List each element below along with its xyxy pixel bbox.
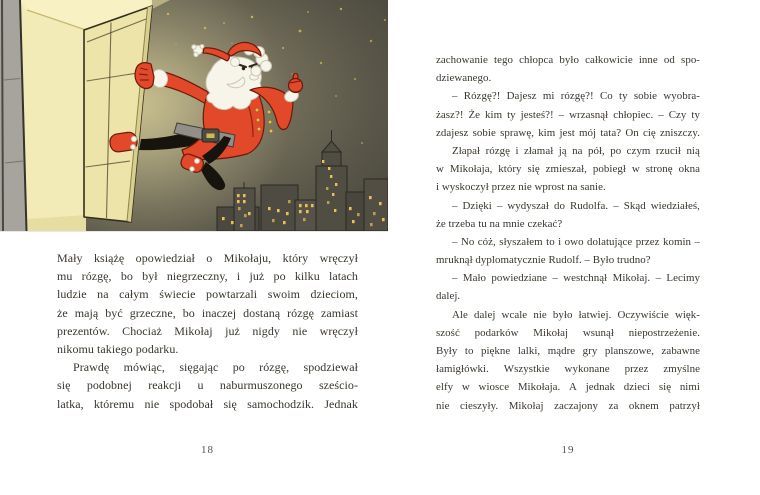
- text-line: dziewanego.: [436, 72, 492, 85]
- text-line: nikomu takiego podarku.: [57, 341, 179, 356]
- text-line: szość podarków Mikołaj wsunął niepostrzeżenie.: [436, 326, 700, 339]
- text-line: – Dzięki – wydyszał do Rudolfa. – Skąd wiedziałeś,: [452, 199, 700, 212]
- text-line: dalej.: [436, 290, 461, 303]
- text-line: mu rózgę, bo był niegrzeczny, i już po kilku latach: [57, 269, 358, 284]
- text-line: i wyskoczył przez nie wprost na sanie.: [436, 181, 606, 194]
- text-line: nie cieszyły. Mikołaj zaczajony za oknem patrzył: [436, 399, 700, 412]
- text-line: Złapał rózgę i złamał ją na pół, po czym rzucił nią: [452, 144, 700, 157]
- text-line: w Mikołaja, który się zmieszał, pobiegł w stronę okna: [436, 163, 700, 176]
- text-line: prezentów. Chociaż Mikołaj już nigdy nie wręczył: [57, 323, 358, 338]
- text-line: – Mało powiedziane – westchnął Mikołaj. – Lecimy: [452, 272, 700, 285]
- santa-glove-on-door: [135, 63, 154, 89]
- text-line: – Rózgę?! Dajesz mi rózgę?! Co ty sobie wyobra-: [452, 90, 700, 103]
- text-line: zdajesz sobie sprawę, kim jest mój tata? On cię zniszczy.: [436, 126, 700, 139]
- text-line: że trzeba tu na mnie czekać?: [436, 217, 563, 230]
- page-number-right: 19: [561, 444, 575, 456]
- text-line: Były to piękne lalki, mądre gry planszowe, zabawne: [436, 345, 700, 357]
- page-number-left: 18: [201, 444, 214, 456]
- text-line: ludzie na całym świecie powtarzali swoim dzieciom,: [57, 287, 358, 302]
- text-line: że mają być grzeczne, bo inaczej dostaną rózgę zamiast: [57, 305, 358, 320]
- text-line: Prawdę mówiąc, sięgając po rózgę, spodziewał: [73, 360, 358, 375]
- text-line: latka, któremu nie spodobał się samochodzik. Jednak: [57, 396, 358, 411]
- text-line: elfy w wiosce Mikołaja. A jednak dzieci się nimi: [436, 381, 700, 394]
- left-page-text: [57, 249, 358, 413]
- text-line: żasz?! Że kim ty jesteś?! – wrzasnął chłopiec. – Czy ty: [436, 108, 700, 121]
- text-line: łamigłówki. Wszystkie wykonane przez zmyślne: [436, 363, 700, 376]
- text-line: Ale dalej wcale nie było łatwiej. Oczywiście więk-: [452, 308, 700, 321]
- text-line: – No cóż, słyszałem to i owo dolatujące przez komin –: [452, 235, 700, 248]
- santa-illustration: [0, 0, 388, 232]
- text-line: mruknął dyplomatycznie Rudolf. – Było trudno?: [436, 254, 651, 267]
- text-line: Mały książę opowiedział o Mikołaju, który wręczył: [57, 251, 358, 265]
- text-line: zachowanie tego chłopca było całkowicie inne od spo-: [436, 54, 700, 66]
- text-line: się podobnej reakcji u naburmuszonego sześcio-: [57, 378, 358, 393]
- right-page-text: [436, 51, 700, 415]
